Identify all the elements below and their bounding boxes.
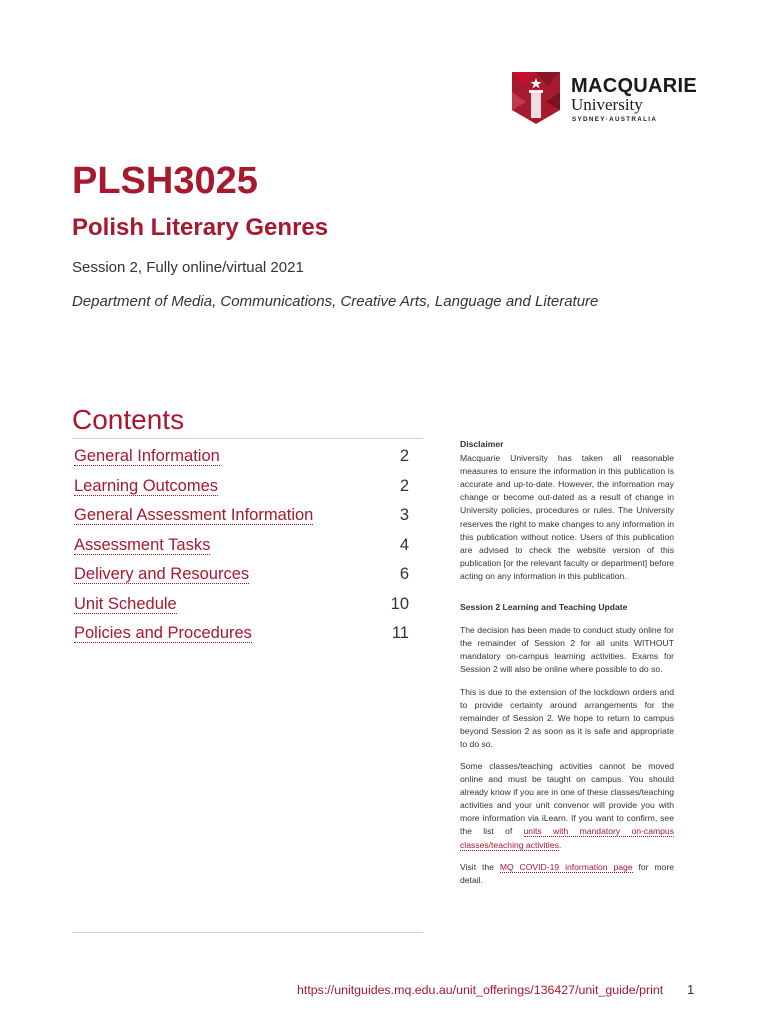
toc-item bbox=[74, 505, 409, 535]
update-paragraph-1: The decision has been made to conduct study online for the remainder of Session 2 for all units WITHOUT mandatory on-campus learning activities. Exams for Session 2 will also be online where possible to do so. bbox=[460, 625, 674, 675]
toc-item bbox=[74, 476, 409, 506]
update-heading: Session 2 Learning and Teaching Update bbox=[460, 602, 628, 613]
session-info: Session 2, Fully online/virtual 2021 bbox=[72, 259, 304, 276]
toc-link-delivery-and-resources[interactable]: Delivery and Resources bbox=[74, 565, 250, 583]
disclaimer-text: Macquarie University has taken all reasonable measures to ensure the information in this publication is accurate and up-to-date. However, the information may change or become out-dated as a result of change in University policies, procedures or rules. The University reserves the right to make changes to any information in this publication without notice. Users of this publication are advised to check the website version of this publication [or the relevant faculty or department] before acting on any information in this publication. bbox=[460, 453, 675, 581]
unit-code: PLSH3025 bbox=[72, 160, 258, 202]
university-crest-icon bbox=[512, 72, 560, 124]
toc-link-learning-outcomes[interactable]: Learning Outcomes bbox=[74, 476, 218, 495]
toc-page-number: 6 bbox=[399, 565, 409, 583]
toc-link-assessment-tasks[interactable]: Assessment Tasks bbox=[74, 535, 211, 554]
department: Department of Media, Communications, Creative Arts, Language and Literature bbox=[72, 293, 599, 310]
toc-page-number: 3 bbox=[399, 506, 409, 524]
page-number: 1 bbox=[687, 982, 695, 997]
macquarie-logo bbox=[512, 72, 697, 124]
toc-link-general-information[interactable]: General Information bbox=[74, 447, 220, 465]
toc-page-number: 2 bbox=[399, 447, 409, 465]
toc-page-number: 11 bbox=[391, 624, 409, 642]
toc-item bbox=[74, 623, 409, 653]
update-paragraph-3 bbox=[460, 760, 674, 852]
update-paragraph-3-end: . bbox=[558, 839, 562, 850]
toc-item bbox=[74, 564, 409, 594]
disclaimer-heading: Disclaimer bbox=[460, 439, 504, 449]
sidebar-notes bbox=[460, 438, 674, 887]
toc-item bbox=[74, 446, 409, 476]
contents-bottom-divider bbox=[72, 932, 423, 933]
update-paragraph-4 bbox=[460, 861, 674, 887]
logo-subtitle: SYDNEY·AUSTRALIA bbox=[572, 116, 658, 123]
contents-divider bbox=[72, 438, 423, 439]
covid-info-link[interactable]: MQ COVID-19 information page bbox=[499, 861, 633, 872]
visit-text: Visit the bbox=[460, 861, 500, 872]
footer-url: https://unitguides.mq.edu.au/unit_offerings/136427/unit_guide/print bbox=[297, 983, 664, 997]
contents-heading: Contents bbox=[72, 404, 185, 435]
update-paragraph-3-text: Some classes/teaching activities cannot be moved online and must be taught on campus. You should already know if you are in one of these classes/teaching activities and your unit convenor will provide you with more information via iLearn. If you want to confirm, see the list of bbox=[460, 760, 674, 837]
toc-link-unit-schedule[interactable]: Unit Schedule bbox=[74, 594, 177, 613]
toc-item bbox=[74, 594, 409, 624]
more-detail-text: for more detail. bbox=[460, 861, 674, 885]
logo-university: University bbox=[571, 95, 643, 114]
units-mandatory-oncampus-link[interactable]: units with mandatory on-campus classes/teaching activities bbox=[460, 826, 674, 850]
toc-link-general-assessment-information[interactable]: General Assessment Information bbox=[74, 506, 314, 524]
toc-page-number: 10 bbox=[390, 594, 409, 613]
update-paragraph-2: This is due to the extension of the lockdown orders and to provide certainty around arrangements for the remainder of Session 2. We hope to return to campus beyond Session 2 as soon as it is safe and appropriate to do so. bbox=[460, 686, 674, 749]
unit-title: Polish Literary Genres bbox=[72, 214, 329, 241]
toc-page-number: 4 bbox=[399, 535, 409, 554]
toc-link-policies-and-procedures[interactable]: Policies and Procedures bbox=[74, 624, 252, 642]
toc-page-number: 2 bbox=[399, 476, 409, 495]
toc-item bbox=[74, 535, 409, 565]
logo-wordmark: MACQUARIE bbox=[571, 75, 698, 97]
table-of-contents bbox=[74, 446, 409, 653]
